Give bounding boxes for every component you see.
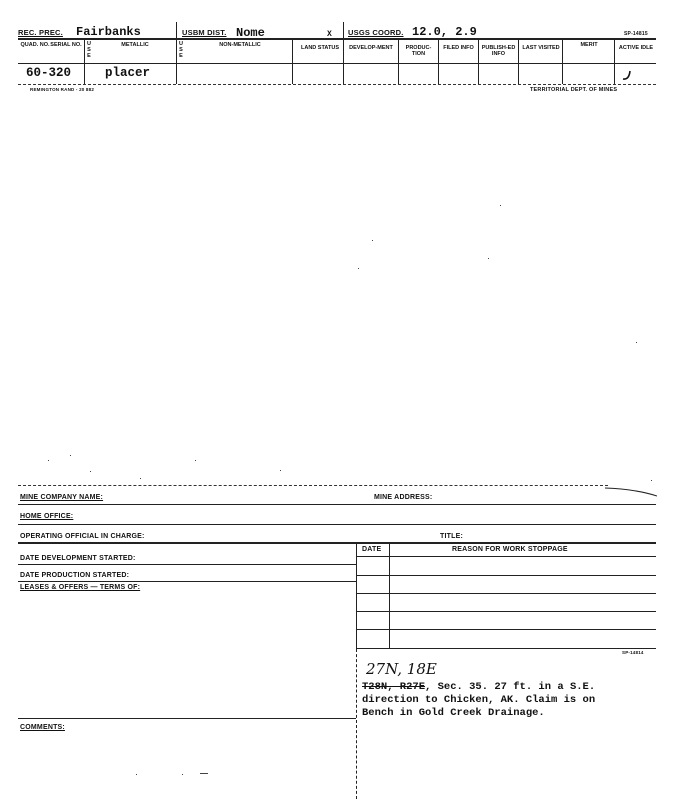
filed-info-label: FILED INFO (443, 45, 474, 51)
serial-value: 60-320 (26, 66, 72, 80)
usgs-coord-label: USGS COORD. (348, 28, 404, 37)
non-metallic-label: NON-METALLIC (219, 42, 261, 48)
merit-label: MERIT (580, 42, 598, 48)
handwritten-location: 27N, 18E (366, 660, 437, 678)
top-form-number: SP-14815 (624, 31, 648, 37)
mine-address-label: MINE ADDRESS: (374, 494, 433, 501)
bottom-form-number: SP-14814 (622, 650, 644, 655)
row-rule (18, 524, 656, 525)
published-info-label: PUBLISH-ED INFO (481, 45, 516, 57)
column-divider (343, 39, 344, 84)
card-top-dashed-rule (18, 485, 608, 486)
top-footer-left: REMINGTON RAND - 20 882 (30, 87, 95, 92)
top-footer-right: TERRITORIAL DEPT. OF MINES (530, 87, 618, 93)
table-left-border (356, 543, 357, 649)
x-mark: X (327, 30, 332, 39)
table-row-rule (356, 593, 656, 594)
remarks-block (362, 681, 595, 720)
operating-official-label: OPERATING OFFICIAL IN CHARGE: (20, 533, 145, 540)
table-row-rule (356, 556, 656, 557)
row-rule (18, 581, 356, 582)
serial-no-label: SERIAL NO. (50, 42, 82, 48)
date-header: DATE (362, 546, 382, 553)
card-vertical-divider (356, 649, 357, 799)
metallic-value: placer (105, 66, 151, 80)
usbm-dist-value: Nome (236, 26, 265, 40)
table-row-rule (356, 611, 656, 612)
use-label: U S E (179, 41, 183, 59)
remark-line-3: Bench in Gold Creek Drainage. (362, 707, 545, 719)
comments-label: COMMENTS: (20, 724, 65, 731)
struck-location: T28N, R27E (362, 681, 426, 693)
bottom-dashed-rule (18, 84, 656, 85)
metallic-label: METALLIC (121, 42, 149, 48)
date-development-label: DATE DEVELOPMENT STARTED: (20, 555, 136, 562)
column-divider (562, 39, 563, 84)
header-divider (343, 22, 344, 39)
idle-check-mark-icon (620, 68, 634, 82)
row-rule (18, 718, 356, 719)
remark-line-2: direction to Chicken, AK. Claim is on (362, 694, 596, 706)
remark-line-1: , Sec. 35. 27 ft. in a S.E. (425, 681, 596, 693)
column-divider (614, 39, 615, 84)
land-status-label: LAND STATUS (301, 45, 339, 51)
development-label: DEVELOP-MENT (349, 45, 393, 51)
rec-prec-label: REC. PREC. (18, 28, 63, 37)
column-divider (478, 39, 479, 84)
table-row-rule (356, 629, 656, 630)
production-label: PRODUC-TION (405, 45, 432, 57)
use-label: U S E (87, 41, 91, 59)
column-divider (84, 39, 85, 84)
rec-prec-value: Fairbanks (76, 25, 141, 39)
quad-no-label: QUAD. NO. (20, 42, 50, 48)
corner-stroke-icon (605, 486, 657, 498)
usgs-coord-value: 12.0, 2.9 (412, 25, 477, 39)
usbm-dist-label: USBM DIST. (182, 28, 227, 37)
column-divider (176, 39, 177, 84)
header-divider (176, 22, 177, 39)
home-office-label: HOME OFFICE: (20, 513, 74, 520)
last-visited-label: LAST VISITED (522, 45, 560, 51)
top-rule (18, 38, 656, 40)
active-idle-label: ACTIVE IDLE (618, 45, 654, 51)
row-rule (18, 564, 356, 565)
column-header-rule (18, 63, 656, 64)
row-rule (18, 542, 656, 544)
title-label: TITLE: (440, 533, 463, 540)
date-production-label: DATE PRODUCTION STARTED: (20, 572, 130, 579)
column-divider (398, 39, 399, 84)
column-divider (518, 39, 519, 84)
reason-header: REASON FOR WORK STOPPAGE (452, 546, 568, 553)
column-divider (438, 39, 439, 84)
column-divider (292, 39, 293, 84)
leases-label: LEASES & OFFERS — TERMS OF: (20, 584, 141, 591)
table-row-rule (356, 575, 656, 576)
table-column-divider (389, 543, 390, 649)
table-row-rule (356, 648, 656, 649)
row-rule (18, 504, 656, 505)
mine-company-label: MINE COMPANY NAME: (20, 494, 104, 501)
